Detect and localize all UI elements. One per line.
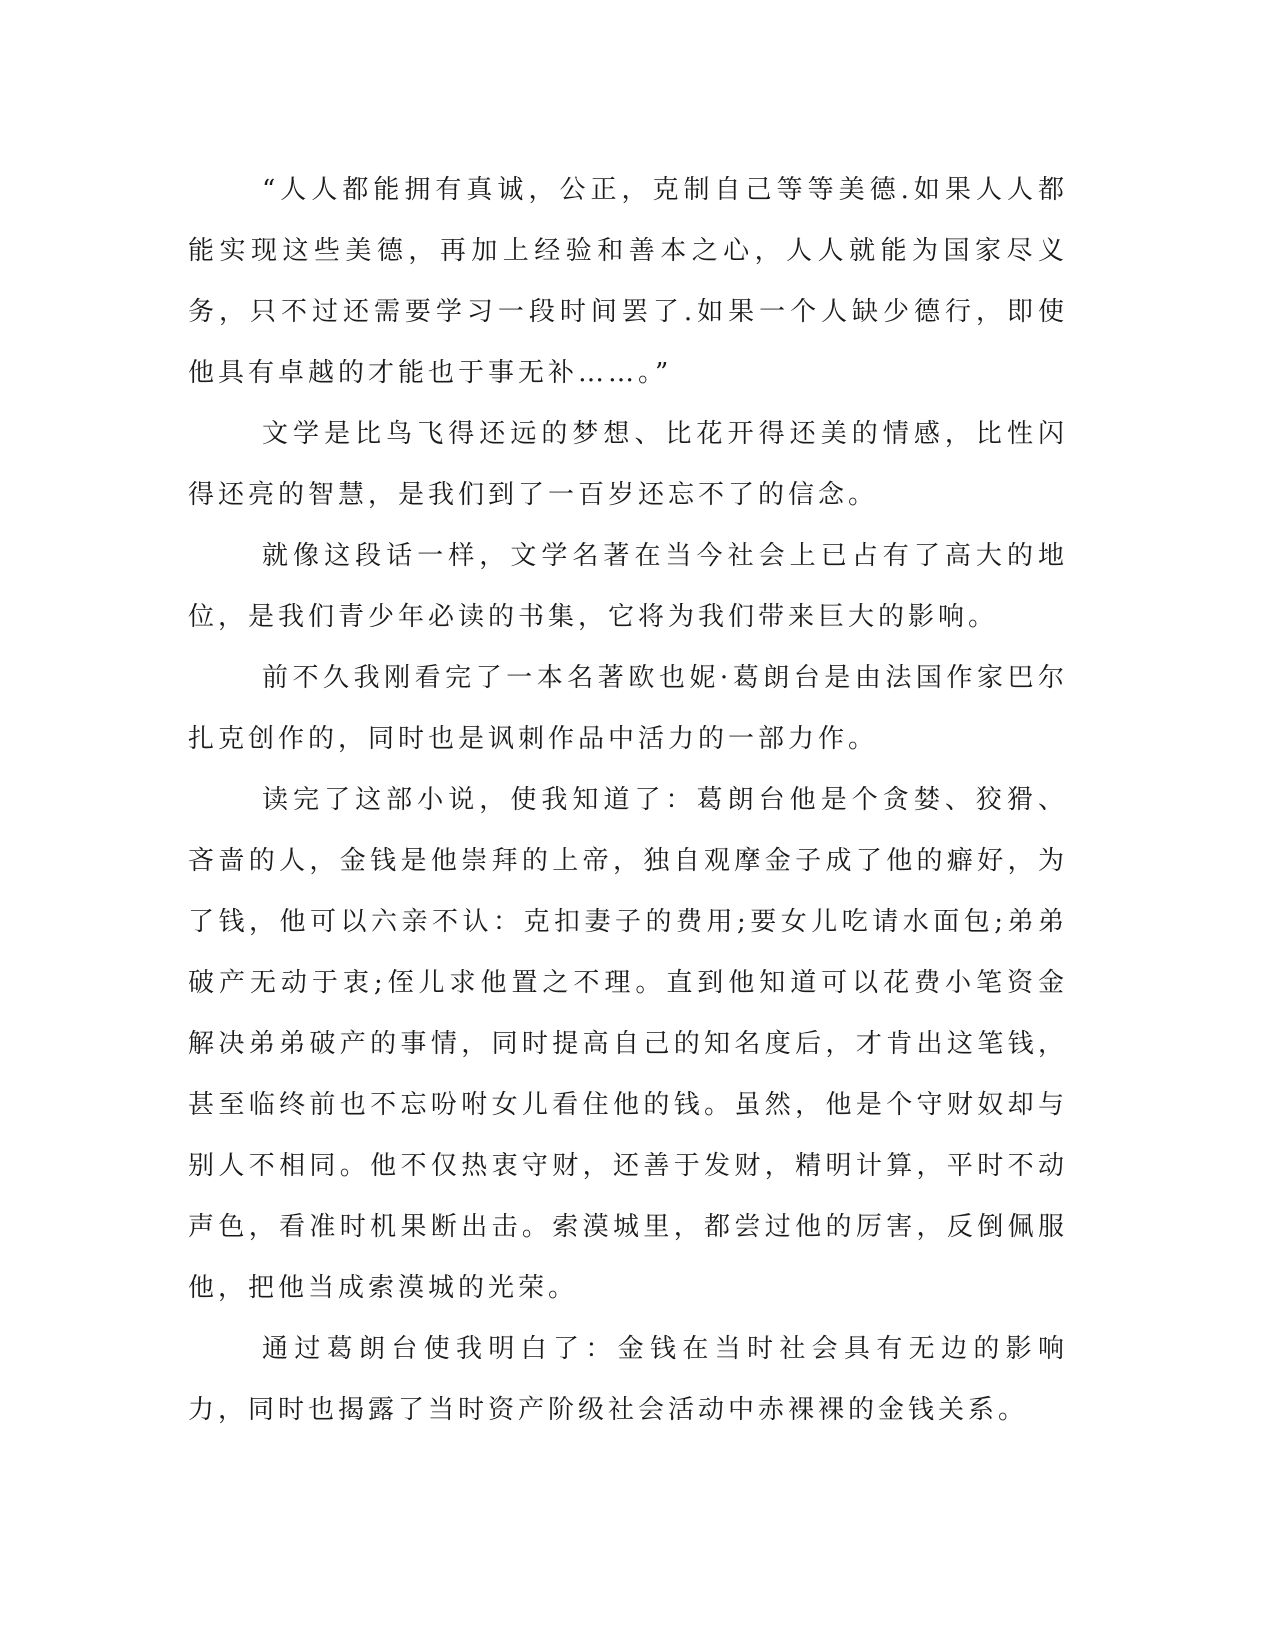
paragraph-grandet: 读完了这部小说，使我知道了：葛朗台他是个贪婪、狡猾、吝啬的人，金钱是他崇拜的上帝，独自观摩金子成了他的癖好，为了钱，他可以六亲不认：克扣妻子的费用;要女儿吃请水面包;弟弟破产无动于衷;侄儿求他置之不理。直到他知道可以花费小笔资金解决弟弟破产的事情，同时提高自己的知名度后，才肯出这笔钱，甚至临终前也不忘吩咐女儿看住他的钱。虽然，他是个守财奴却与别人不相同。他不仅热衷守财，还善于发财，精明计算，平时不动声色，看准时机果断出击。索漠城里，都尝过他的厉害，反倒佩服他，把他当成索漠城的光荣。 [188,785,1068,1303]
paragraph-status: 就像这段话一样，文学名著在当今社会上已占有了高大的地位，是我们青少年必读的书集，它将为我们带来巨大的影响。 [188,541,1068,632]
paragraph-book-intro: 前不久我刚看完了一本名著欧也妮·葛朗台是由法国作家巴尔扎克创作的，同时也是讽刺作品中活力的一部力作。 [188,663,1068,754]
document-body [188,160,1068,1441]
paragraph-conclusion: 通过葛朗台使我明白了：金钱在当时社会具有无边的影响力，同时也揭露了当时资产阶级社会活动中赤裸裸的金钱关系。 [188,1334,1068,1425]
paragraph-quote: “人人都能拥有真诚，公正，克制自己等等美德.如果人人都能实现这些美德，再加上经验和善本之心，人人就能为国家尽义务，只不过还需要学习一段时间罢了.如果一个人缺少德行，即使他具有卓越的才能也于事无补……。” [188,175,1068,388]
paragraph-literature: 文学是比鸟飞得还远的梦想、比花开得还美的情感，比性闪得还亮的智慧，是我们到了一百岁还忘不了的信念。 [188,419,1068,510]
